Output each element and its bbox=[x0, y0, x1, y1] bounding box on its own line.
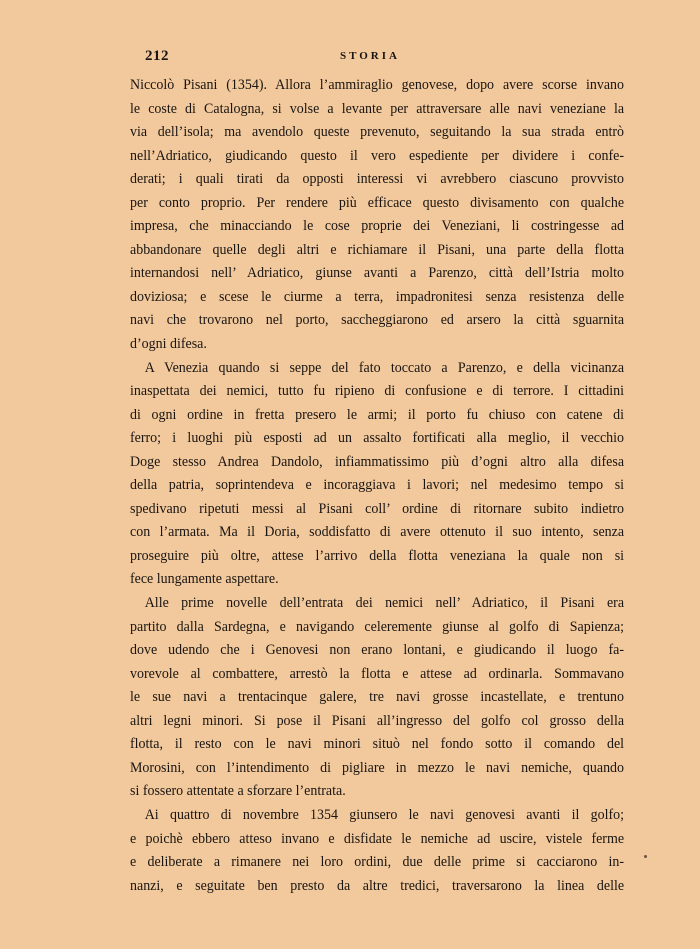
text-line: Alle prime novelle dell’entrata dei nemici nell’ Adriatico, il Pisani era bbox=[144, 594, 625, 612]
text-line: nanzi, e seguitate ben presto da altre tredici, traversarono la linea delle bbox=[130, 876, 625, 894]
text-line: navi che trovarono nel porto, saccheggiarono ed arsero la città sguarnita bbox=[130, 311, 625, 329]
text-line: dove udendo che i Genovesi non erano lontani, e giudicando il luogo fa- bbox=[130, 641, 625, 659]
text-line: abbandonare quelle degli altri e richiamare il Pisani, una parte della flotta bbox=[130, 240, 625, 258]
text-line: si fossero attentate a sforzare l’entrata. bbox=[130, 782, 346, 800]
text-line: di ogni ordine in fretta presero le armi; il porto fu chiuso con catene di bbox=[130, 405, 625, 423]
text-line: fece lungamente aspettare. bbox=[130, 570, 279, 588]
text-line: impresa, che minacciando le cose proprie dei Veneziani, li costringesse ad bbox=[130, 217, 625, 235]
text-line: internandosi nell’ Adriatico, giunse avanti a Parenzo, città dell’Istria molto bbox=[130, 264, 625, 282]
text-line: per conto proprio. Per rendere più efficace questo divisamento con qualche bbox=[130, 193, 625, 211]
text-line: e poichè ebbero atteso invano e disfidate le nemiche ad uscire, vistele ferme bbox=[130, 829, 625, 847]
text-line: della patria, soprintendeva e incoraggiava i lavori; nel medesimo tempo si bbox=[130, 476, 625, 494]
text-line: vorevole al combattere, arrestò la flotta e attese ad ordinarla. Sommavano bbox=[130, 664, 625, 682]
text-line: con l’armata. Ma il Doria, soddisfatto di avere ottenuto il suo intento, senza bbox=[130, 523, 625, 541]
text-line: le sue navi a trentacinque galere, tre navi grosse incastellate, e trentuno bbox=[130, 688, 625, 706]
text-line: e deliberate a rimanere nei loro ordini, due delle prime si cacciarono in- bbox=[130, 853, 625, 871]
body-text bbox=[130, 73, 624, 897]
text-line: flotta, il resto con le navi minori situò nel fondo sotto il comando del bbox=[130, 735, 625, 753]
text-line: Ai quattro di novembre 1354 giunsero le navi genovesi avanti il golfo; bbox=[144, 805, 625, 823]
text-line: A Venezia quando si seppe del fato toccato a Parenzo, e della vicinanza bbox=[144, 358, 625, 376]
page-header bbox=[145, 48, 625, 72]
text-line: doviziosa; e scese le ciurme a terra, impadronitesi senza resistenza delle bbox=[130, 287, 625, 305]
text-line: altri legni minori. Si pose il Pisani all’ingresso del golfo col grosso della bbox=[130, 711, 625, 729]
text-line: Niccolò Pisani (1354). Allora l’ammiraglio genovese, dopo avere scorse invano bbox=[130, 76, 625, 93]
text-line: Doge stesso Andrea Dandolo, infiammatissimo più d’ogni altro alla difesa bbox=[130, 452, 625, 470]
text-line: le coste di Catalogna, si volse a levante per attraversare alle navi veneziane la bbox=[130, 99, 625, 117]
text-line: partito dalla Sardegna, e navigando celeremente giunse al golfo di Sapienza; bbox=[130, 617, 625, 635]
running-title: STORIA bbox=[340, 50, 400, 62]
text-line: inaspettata dei nemici, tutto fu ripieno di confusione e di terrore. I cittadini bbox=[130, 382, 625, 400]
text-line: derati; i quali tirati da opposti interessi vi avrebbero ciascuno provvisto bbox=[130, 170, 625, 188]
text-line: via dell’isola; ma avendolo queste prevenuto, seguitando la sua strada entrò bbox=[130, 123, 625, 141]
text-line: Morosini, con l’intendimento di pigliare in mezzo le navi nemiche, quando bbox=[130, 758, 625, 776]
text-line: ferro; i luoghi più esposti ad un assalto fortificati alla meglio, il vecchio bbox=[130, 429, 625, 447]
text-line: spedivano ripetuti messi al Pisani coll’ ordine di ritornare subito indietro bbox=[130, 499, 625, 517]
text-line: d’ogni difesa. bbox=[130, 335, 207, 353]
paper-speck bbox=[644, 855, 647, 858]
text-line: nell’Adriatico, giudicando questo il vero espediente per dividere i confe- bbox=[130, 146, 625, 164]
text-line: proseguire più oltre, attese l’arrivo della flotta veneziana la quale non si bbox=[130, 546, 625, 564]
page-number: 212 bbox=[145, 48, 169, 64]
